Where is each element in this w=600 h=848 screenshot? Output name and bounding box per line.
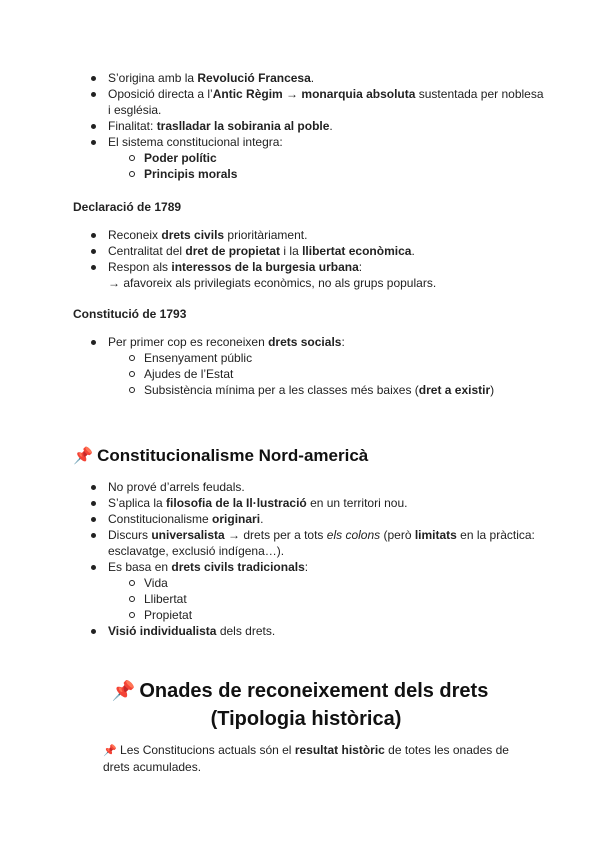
pushpin-icon: 📌 — [111, 681, 136, 702]
list-item: Respon als interessos de la burgesia urbana: → afavoreix als privilegiats econòmics, no als grups populars. — [108, 259, 548, 291]
list-item: Constitucionalisme originari. — [108, 511, 548, 527]
sub-list-item: Llibertat — [144, 591, 548, 607]
list-item: S’aplica la filosofia de la Il·lustració en un territori nou. — [108, 495, 548, 511]
sub-list-item: Subsistència mínima per a les classes més baixes (dret a existir) — [144, 382, 548, 398]
list-item: No prové d’arrels feudals. — [108, 479, 548, 495]
sub-list-item: Ensenyament públic — [144, 350, 548, 366]
list-item: Oposició directa a l’Antic Règim → monarquia absoluta sustentada per noblesa i església. — [108, 86, 548, 118]
list-item: Centralitat del dret de propietat i la llibertat econòmica. — [108, 243, 548, 259]
sub-list-item: Poder polític — [144, 150, 548, 166]
list-item: El sistema constitucional integra: Poder polític Principis morals — [108, 134, 548, 182]
pushpin-icon: 📌 — [73, 447, 94, 465]
constitucio-list — [108, 334, 548, 398]
declaracio-list — [108, 227, 548, 291]
section-heading-constitucio: Constitució de 1793 — [73, 307, 187, 321]
list-item: Discurs universalista → drets per a tots els colons (però limitats en la pràctica: esclavatge, exclusió indígena…). — [108, 527, 548, 559]
nord-america-list — [108, 479, 548, 639]
list-item: S’origina amb la Revolució Francesa. — [108, 70, 548, 86]
sub-list-item: Ajudes de l’Estat — [144, 366, 548, 382]
sub-list-item: Principis morals — [144, 166, 548, 182]
pushpin-icon: 📌 — [103, 745, 117, 757]
intro-list — [108, 70, 548, 182]
section-heading-declaracio: Declaració de 1789 — [73, 200, 182, 214]
list-item: Finalitat: traslladar la sobirania al poble. — [108, 118, 548, 134]
list-item: Per primer cop es reconeixen drets socials: Ensenyament públic Ajudes de l’Estat Subsistència mínima per a les classes més baixes (dret a existir) — [108, 334, 548, 398]
section-heading-nord-america: 📌 Constitucionalisme Nord-americà — [73, 446, 369, 465]
list-item: Visió individualista dels drets. — [108, 623, 548, 639]
sub-list-item: Vida — [144, 575, 548, 591]
section-heading-onades: 📌 Onades de reconeixement dels drets — [111, 680, 489, 702]
list-item: Reconeix drets civils prioritàriament. — [108, 227, 548, 243]
sub-list-item: Propietat — [144, 607, 548, 623]
sub-list — [144, 350, 548, 398]
section-subheading-tipologia: (Tipologia històrica) — [210, 708, 402, 730]
paragraph: 📌 Les Constitucions actuals són el resultat històric de totes les onades de drets acumulades. — [103, 743, 509, 774]
sub-list — [144, 575, 548, 623]
list-item: Es basa en drets civils tradicionals: Vida Llibertat Propietat — [108, 559, 548, 623]
sub-list — [144, 150, 548, 182]
